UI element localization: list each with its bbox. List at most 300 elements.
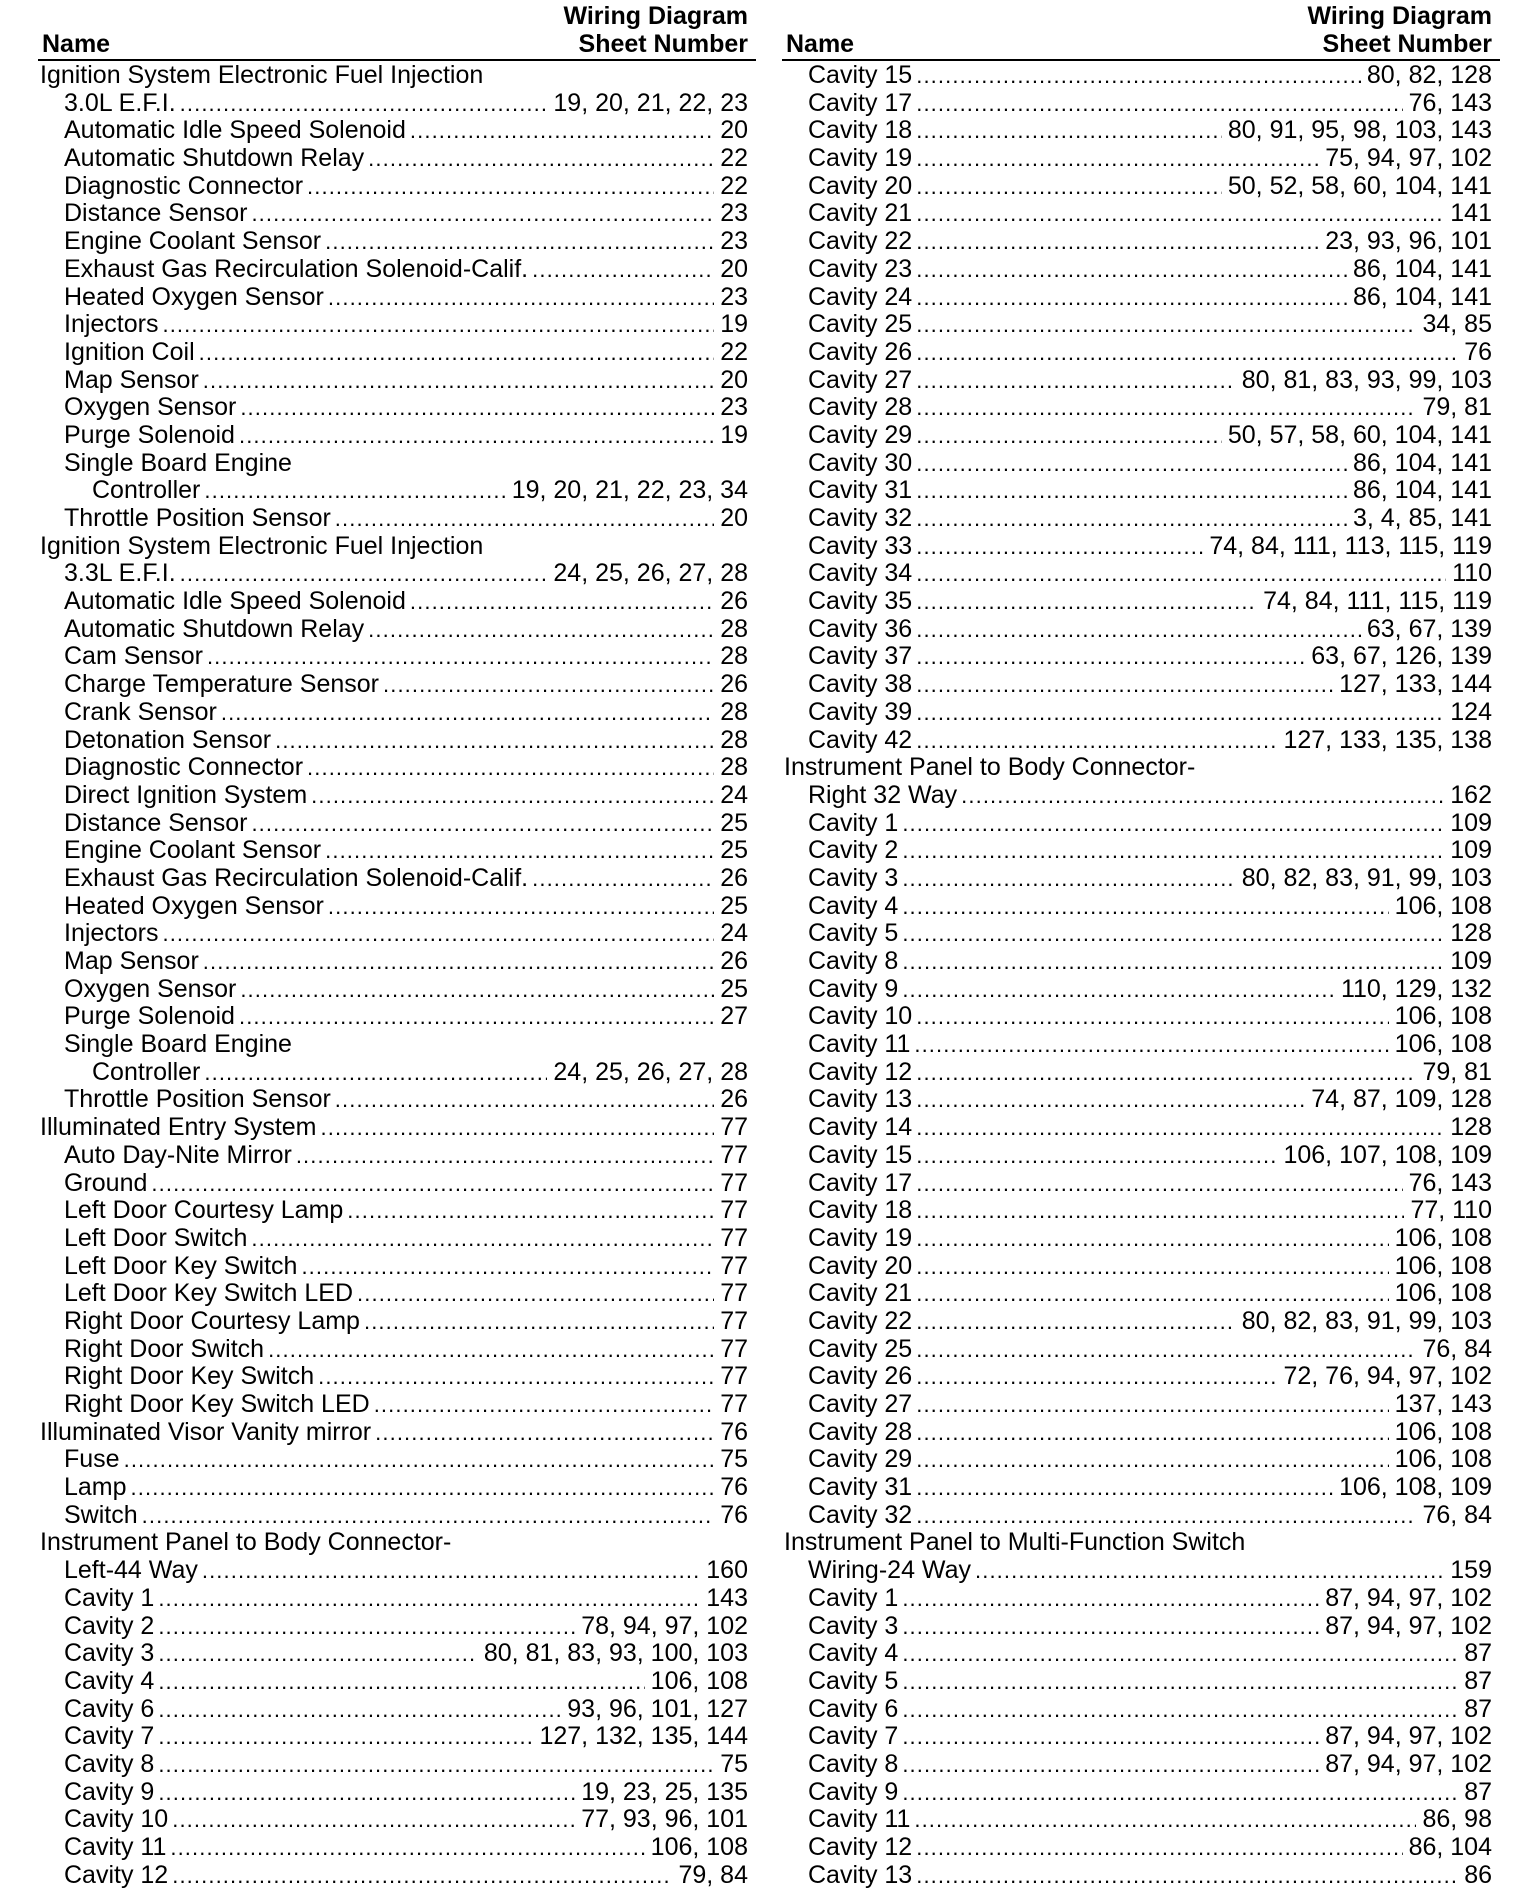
entry-name: Cavity 20 xyxy=(808,1251,913,1280)
entry-name: Right Door Courtesy Lamp xyxy=(64,1306,360,1335)
dot-leader xyxy=(335,1086,714,1114)
dot-leader xyxy=(916,1363,1277,1391)
dot-leader xyxy=(532,256,714,284)
sheet-numbers: 77 xyxy=(720,1390,748,1418)
dot-leader xyxy=(902,1613,1319,1641)
dot-leader xyxy=(239,1003,714,1031)
dot-leader xyxy=(275,727,714,755)
sheet-numbers: 77 xyxy=(720,1196,748,1225)
sheet-numbers: 86, 104 xyxy=(1408,1833,1492,1861)
index-entry xyxy=(38,1751,756,1779)
index-entry xyxy=(782,1114,1500,1142)
entry-name: Cavity 11 xyxy=(808,1030,911,1059)
index-entry xyxy=(782,1225,1500,1253)
entry-name: Cavity 10 xyxy=(808,1002,913,1031)
sheet-numbers: 76, 143 xyxy=(1408,1168,1492,1197)
dot-leader xyxy=(158,1779,575,1807)
sheet-numbers: 19 xyxy=(720,420,748,449)
sheet-numbers: 80, 91, 95, 98, 103, 143 xyxy=(1227,116,1492,145)
dot-leader xyxy=(961,782,1444,810)
sheet-numbers: 76 xyxy=(720,1500,748,1529)
sheet-numbers: 74, 87, 109, 128 xyxy=(1311,1085,1492,1114)
index-entry xyxy=(782,505,1500,533)
dot-leader xyxy=(902,1779,1458,1807)
dot-leader xyxy=(916,145,1319,173)
index-entry xyxy=(38,1779,756,1807)
sheet-numbers: 106, 108 xyxy=(650,1833,748,1861)
entry-name: Ignition System Electronic Fuel Injection xyxy=(40,61,484,89)
name-column-heading: Name xyxy=(786,30,855,58)
dot-leader xyxy=(916,1419,1388,1447)
dot-leader xyxy=(204,477,505,505)
index-entry xyxy=(38,699,756,727)
entry-name: Map Sensor xyxy=(64,365,199,394)
dot-leader xyxy=(368,145,714,173)
dot-leader xyxy=(902,893,1388,921)
entry-name: Cavity 1 xyxy=(808,808,899,837)
sheet-numbers: 128 xyxy=(1450,1113,1492,1142)
sheet-numbers: 20 xyxy=(720,116,748,145)
entry-name: Cavity 19 xyxy=(808,144,913,173)
index-entry xyxy=(782,1723,1500,1751)
entry-name: Oxygen Sensor xyxy=(64,974,237,1003)
name-column-heading: Name xyxy=(42,30,111,58)
sheet-numbers: 86, 98 xyxy=(1422,1805,1492,1834)
dot-leader xyxy=(180,560,548,588)
entry-name: Wiring-24 Way xyxy=(808,1556,971,1585)
entry-name: Cavity 35 xyxy=(808,587,913,616)
sheet-numbers: 20 xyxy=(720,254,748,283)
entry-name: Controller xyxy=(92,1057,201,1086)
entry-name: Ignition System Electronic Fuel Injection xyxy=(40,531,484,560)
dot-leader xyxy=(902,865,1235,893)
entry-name: Cam Sensor xyxy=(64,642,203,671)
index-entry xyxy=(38,1225,756,1253)
index-entry xyxy=(782,1003,1500,1031)
dot-leader xyxy=(902,837,1444,865)
column-header xyxy=(38,0,756,58)
index-entry xyxy=(782,671,1500,699)
index-entry xyxy=(782,367,1500,395)
index-entry xyxy=(38,920,756,948)
sheet-numbers: 28 xyxy=(720,725,748,754)
index-entry xyxy=(782,1170,1500,1198)
entry-name: Cavity 8 xyxy=(64,1749,155,1778)
sheet-numbers: 23 xyxy=(720,282,748,311)
entry-name: Cavity 27 xyxy=(808,1390,913,1418)
sheet-numbers: 20 xyxy=(720,365,748,394)
entry-name: Right Door Switch xyxy=(64,1334,265,1363)
entry-name: Cavity 32 xyxy=(808,504,913,532)
index-entry xyxy=(38,1723,756,1751)
index-entry xyxy=(782,1806,1500,1834)
index-entry xyxy=(782,865,1500,893)
dot-leader xyxy=(251,1225,714,1253)
dot-leader xyxy=(318,1363,714,1391)
dot-leader xyxy=(410,117,714,145)
index-entry xyxy=(38,1502,756,1530)
entry-name: 3.0L E.F.I. xyxy=(64,88,176,117)
dot-leader xyxy=(916,339,1458,367)
index-entry xyxy=(38,976,756,1004)
entry-name: Cavity 31 xyxy=(808,1473,913,1502)
dot-leader xyxy=(916,1308,1236,1336)
entry-name: Cavity 38 xyxy=(808,670,913,699)
sheet-numbers: 50, 57, 58, 60, 104, 141 xyxy=(1227,420,1492,449)
dot-leader xyxy=(158,1723,533,1751)
sheet-numbers: 106, 108 xyxy=(1394,1445,1492,1474)
index-entry xyxy=(38,1031,756,1059)
entry-name: Injectors xyxy=(64,310,159,339)
index-entry xyxy=(38,1059,756,1087)
sheet-numbers: 93, 96, 101, 127 xyxy=(567,1694,748,1723)
index-entry xyxy=(782,1446,1500,1474)
entry-name: Cavity 2 xyxy=(64,1611,155,1640)
index-entry xyxy=(38,1170,756,1198)
index-entry xyxy=(38,228,756,256)
index-entry xyxy=(38,588,756,616)
entry-name: Cavity 31 xyxy=(808,476,913,505)
sheet-numbers: 76 xyxy=(720,1417,748,1446)
left-column xyxy=(38,0,756,1889)
entry-name: Heated Oxygen Sensor xyxy=(64,282,324,311)
entry-name: Cavity 8 xyxy=(808,1749,899,1778)
sheet-numbers: 160 xyxy=(706,1556,748,1585)
index-entry xyxy=(782,754,1500,782)
sheet-numbers: 86 xyxy=(1464,1860,1492,1889)
dot-leader xyxy=(170,1834,644,1862)
index-entry xyxy=(782,1862,1500,1890)
dot-leader xyxy=(131,1474,715,1502)
sheet-numbers: 106, 108, 109 xyxy=(1339,1473,1492,1502)
entry-name: Cavity 11 xyxy=(808,1805,911,1834)
sheet-numbers: 3, 4, 85, 141 xyxy=(1352,504,1492,532)
index-entry xyxy=(782,173,1500,201)
sheet-numbers: 78, 94, 97, 102 xyxy=(581,1611,748,1640)
index-entry xyxy=(38,1696,756,1724)
index-entry xyxy=(38,1142,756,1170)
sheet-numbers: 22 xyxy=(720,144,748,173)
dot-leader xyxy=(916,90,1402,118)
sheet-numbers: 23 xyxy=(720,393,748,422)
index-entry xyxy=(38,256,756,284)
entry-name: Distance Sensor xyxy=(64,199,248,228)
index-entry xyxy=(782,200,1500,228)
sheet-numbers: 77 xyxy=(720,1113,748,1142)
index-entry xyxy=(38,837,756,865)
entry-name: Cavity 42 xyxy=(808,725,913,754)
entry-name: Diagnostic Connector xyxy=(64,753,304,782)
dot-leader xyxy=(916,1834,1402,1862)
sheet-numbers: 87 xyxy=(1464,1777,1492,1806)
index-entry xyxy=(782,560,1500,588)
index-entry xyxy=(38,117,756,145)
dot-leader xyxy=(902,810,1444,838)
sheet-numbers: 22 xyxy=(720,337,748,366)
sheet-numbers: 23, 93, 96, 101 xyxy=(1325,227,1492,256)
index-entry xyxy=(38,1613,756,1641)
index-entry xyxy=(38,810,756,838)
sheet-numbers: 24 xyxy=(720,919,748,948)
index-entry xyxy=(782,1280,1500,1308)
sheet-numbers: 19, 23, 25, 135 xyxy=(581,1777,748,1806)
index-entry xyxy=(782,1751,1500,1779)
entry-name: Cavity 1 xyxy=(64,1583,155,1612)
dot-leader xyxy=(914,1806,1416,1834)
index-entry xyxy=(38,450,756,478)
index-entry xyxy=(38,422,756,450)
index-entry xyxy=(782,1086,1500,1114)
entry-name: Cavity 21 xyxy=(808,199,913,228)
index-entries-left xyxy=(38,62,756,1889)
dot-leader xyxy=(221,699,714,727)
index-entry xyxy=(782,90,1500,118)
index-entry xyxy=(38,1806,756,1834)
index-entry xyxy=(38,1280,756,1308)
index-entry xyxy=(38,1640,756,1668)
sheet-numbers: 87, 94, 97, 102 xyxy=(1325,1583,1492,1612)
sheet-numbers: 87 xyxy=(1464,1639,1492,1668)
index-entry xyxy=(38,339,756,367)
dot-leader xyxy=(311,782,714,810)
entry-name: Automatic Shutdown Relay xyxy=(64,614,365,643)
dot-leader xyxy=(902,1585,1319,1613)
entry-name: Cavity 18 xyxy=(808,1196,913,1225)
sheet-numbers: 86, 104, 141 xyxy=(1352,282,1492,311)
index-entry xyxy=(782,810,1500,838)
dot-leader xyxy=(916,1086,1305,1114)
dot-leader xyxy=(916,1142,1277,1170)
sheet-numbers: 28 xyxy=(720,642,748,671)
index-entry xyxy=(782,727,1500,755)
index-entry xyxy=(38,1557,756,1585)
dot-leader xyxy=(914,1031,1388,1059)
sheet-numbers: 25 xyxy=(720,836,748,865)
index-entry xyxy=(782,1502,1500,1530)
sheet-numbers: 23 xyxy=(720,199,748,228)
entry-name: Cavity 3 xyxy=(808,863,899,892)
entry-name: Single Board Engine xyxy=(64,1030,292,1059)
dot-leader xyxy=(916,1114,1444,1142)
sheet-numbers: 77 xyxy=(720,1362,748,1391)
dot-leader xyxy=(902,1696,1458,1724)
sheet-numbers: 26 xyxy=(720,587,748,616)
dot-leader xyxy=(296,1142,714,1170)
entry-name: Cavity 34 xyxy=(808,559,913,588)
index-entry xyxy=(782,976,1500,1004)
index-entry xyxy=(38,1253,756,1281)
dot-leader xyxy=(916,1170,1402,1198)
index-entry xyxy=(782,311,1500,339)
dot-leader xyxy=(916,505,1347,533)
dot-leader xyxy=(142,1502,715,1530)
sheet-numbers: 159 xyxy=(1450,1556,1492,1585)
index-entry xyxy=(782,62,1500,90)
sheet-numbers: 26 xyxy=(720,670,748,699)
index-entry xyxy=(782,1308,1500,1336)
entry-name: Cavity 37 xyxy=(808,642,913,671)
dot-leader xyxy=(916,1253,1388,1281)
dot-leader xyxy=(902,1640,1458,1668)
entry-name: Automatic Shutdown Relay xyxy=(64,144,365,173)
entry-name: Right Door Key Switch xyxy=(64,1362,315,1391)
dot-leader xyxy=(916,643,1305,671)
dot-leader xyxy=(916,1446,1388,1474)
entry-name: Cavity 12 xyxy=(64,1860,169,1889)
dot-leader xyxy=(410,588,714,616)
entry-name: Cavity 25 xyxy=(808,310,913,339)
index-entry xyxy=(782,394,1500,422)
entry-name: Switch xyxy=(64,1500,138,1529)
entry-name: Cavity 39 xyxy=(808,697,913,726)
dot-leader xyxy=(202,1557,700,1585)
dot-leader xyxy=(916,1280,1388,1308)
dot-leader xyxy=(916,1502,1416,1530)
dot-leader xyxy=(204,1059,547,1087)
index-entry xyxy=(782,616,1500,644)
entry-name: Instrument Panel to Body Connector- xyxy=(784,753,1196,782)
index-entry xyxy=(38,1585,756,1613)
entry-name: Cavity 21 xyxy=(808,1279,913,1308)
entry-name: Cavity 4 xyxy=(808,1639,899,1668)
sheet-numbers: 22 xyxy=(720,171,748,200)
index-entry xyxy=(38,671,756,699)
dot-leader xyxy=(916,311,1416,339)
entry-name: Cavity 8 xyxy=(808,947,899,975)
entry-name: Cavity 30 xyxy=(808,448,913,477)
dot-leader xyxy=(916,450,1347,478)
sheet-numbers: 79, 81 xyxy=(1422,393,1492,422)
sheet-numbers: 24 xyxy=(720,780,748,809)
dot-leader xyxy=(916,1225,1388,1253)
entry-name: Controller xyxy=(92,476,201,505)
sheet-numbers: 80, 81, 83, 93, 99, 103 xyxy=(1241,365,1492,394)
dot-leader xyxy=(325,837,714,865)
sheet-numbers: 141 xyxy=(1450,199,1492,228)
entry-name: Purge Solenoid xyxy=(64,1002,235,1031)
dot-leader xyxy=(268,1336,714,1364)
index-entry xyxy=(38,1197,756,1225)
sheet-numbers: 106, 108 xyxy=(1394,1002,1492,1031)
index-entry xyxy=(782,1059,1500,1087)
sheet-numbers: 26 xyxy=(720,863,748,892)
index-entry xyxy=(782,699,1500,727)
entry-name: Instrument Panel to Body Connector- xyxy=(40,1528,452,1557)
sheet-heading-line-1: Wiring Diagram xyxy=(563,2,748,30)
index-entry xyxy=(38,90,756,118)
entry-name: Cavity 4 xyxy=(64,1666,155,1695)
sheet-numbers: 63, 67, 126, 139 xyxy=(1311,642,1492,671)
sheet-heading-line-2: Sheet Number xyxy=(578,30,748,58)
index-entry xyxy=(38,173,756,201)
index-entry xyxy=(782,1142,1500,1170)
sheet-heading-line-1: Wiring Diagram xyxy=(1307,2,1492,30)
index-entry xyxy=(782,1391,1500,1419)
index-entry xyxy=(38,643,756,671)
entry-name: Cavity 24 xyxy=(808,282,913,311)
entry-name: Left Door Key Switch xyxy=(64,1251,298,1280)
sheet-numbers: 76 xyxy=(1464,337,1492,366)
index-entry xyxy=(782,1031,1500,1059)
dot-leader xyxy=(180,90,548,118)
dot-leader xyxy=(368,616,714,644)
index-entry xyxy=(38,948,756,976)
entry-name: Purge Solenoid xyxy=(64,420,235,449)
dot-leader xyxy=(916,422,1222,450)
index-entry xyxy=(782,1474,1500,1502)
index-entry xyxy=(38,1529,756,1557)
entry-name: Cavity 19 xyxy=(808,1223,913,1252)
sheet-numbers: 109 xyxy=(1450,808,1492,837)
sheet-numbers: 76, 143 xyxy=(1408,88,1492,117)
dot-leader xyxy=(916,1059,1416,1087)
entry-name: Cavity 25 xyxy=(808,1334,913,1363)
dot-leader xyxy=(916,1391,1388,1419)
entry-name: Single Board Engine xyxy=(64,448,292,477)
dot-leader xyxy=(325,228,714,256)
entry-name: Right 32 Way xyxy=(808,780,958,809)
entry-name: Engine Coolant Sensor xyxy=(64,227,322,256)
entry-name: Automatic Idle Speed Solenoid xyxy=(64,116,406,145)
entry-name: Cavity 26 xyxy=(808,337,913,366)
index-entry xyxy=(782,1363,1500,1391)
sheet-numbers: 87 xyxy=(1464,1694,1492,1723)
sheet-numbers: 79, 84 xyxy=(678,1860,748,1889)
sheet-numbers: 19, 20, 21, 22, 23, 34 xyxy=(511,476,748,505)
sheet-numbers: 34, 85 xyxy=(1422,310,1492,339)
sheet-numbers: 77 xyxy=(720,1251,748,1280)
dot-leader xyxy=(916,533,1203,561)
sheet-numbers: 77 xyxy=(720,1168,748,1197)
entry-name: Cavity 29 xyxy=(808,1445,913,1474)
sheet-numbers: 75 xyxy=(720,1749,748,1778)
entry-name: Left Door Key Switch LED xyxy=(64,1279,354,1308)
dot-leader xyxy=(162,920,714,948)
entry-name: Cavity 3 xyxy=(808,1611,899,1640)
sheet-numbers: 26 xyxy=(720,1085,748,1114)
dot-leader xyxy=(328,284,714,312)
index-entry xyxy=(38,1003,756,1031)
dot-leader xyxy=(916,477,1347,505)
dot-leader xyxy=(916,1003,1388,1031)
sheet-numbers: 77 xyxy=(720,1334,748,1363)
sheet-numbers: 77 xyxy=(720,1306,748,1335)
index-entry xyxy=(38,1419,756,1447)
dot-leader xyxy=(158,1640,478,1668)
index-entry xyxy=(782,477,1500,505)
index-entry xyxy=(782,422,1500,450)
entry-name: Cavity 11 xyxy=(64,1833,167,1861)
sheet-numbers: 72, 76, 94, 97, 102 xyxy=(1283,1362,1492,1391)
sheet-numbers: 63, 67, 139 xyxy=(1366,614,1492,643)
index-entry xyxy=(38,477,756,505)
dot-leader xyxy=(902,976,1335,1004)
sheet-numbers: 86, 104, 141 xyxy=(1352,476,1492,505)
sheet-numbers: 77 xyxy=(720,1223,748,1252)
entry-name: Cavity 36 xyxy=(808,614,913,643)
entry-name: Detonation Sensor xyxy=(64,725,272,754)
dot-leader xyxy=(916,1336,1416,1364)
dot-leader xyxy=(158,1696,561,1724)
dot-leader xyxy=(916,117,1222,145)
entry-name: Illuminated Entry System xyxy=(40,1113,317,1142)
sheet-numbers: 25 xyxy=(720,808,748,837)
dot-leader xyxy=(916,1474,1333,1502)
dot-leader xyxy=(307,754,714,782)
dot-leader xyxy=(916,671,1333,699)
entry-name: Cavity 22 xyxy=(808,1306,913,1335)
sheet-numbers: 20 xyxy=(720,504,748,532)
